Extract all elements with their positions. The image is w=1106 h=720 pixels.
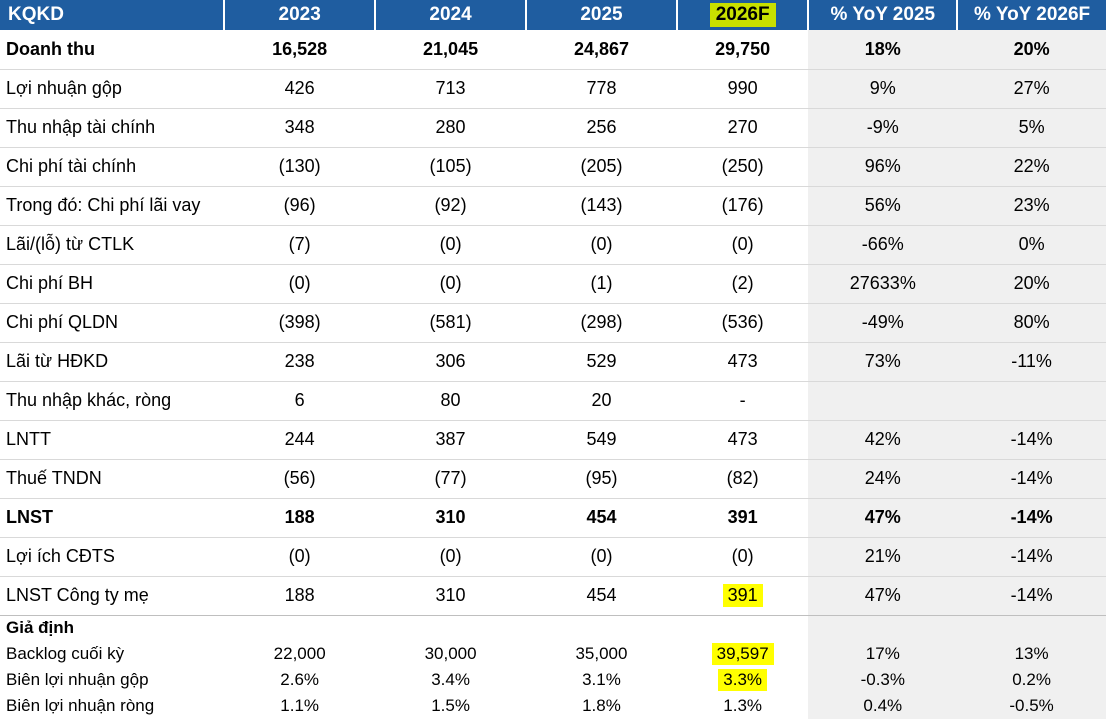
highlighted-value: 39,597 <box>712 643 774 665</box>
cell-2023: 16,528 <box>224 30 375 69</box>
row-label: Lãi/(lỗ) từ CTLK <box>0 225 224 264</box>
cell-yoy-2025: 18% <box>808 30 957 69</box>
table-row <box>0 576 1106 615</box>
cell-2024: (105) <box>375 147 526 186</box>
cell-2023: 188 <box>224 498 375 537</box>
cell-2025: (95) <box>526 459 677 498</box>
cell-2026f: 270 <box>677 108 809 147</box>
column-header-2026f-highlight: 2026F <box>710 3 776 27</box>
cell-yoy-2026f: 27% <box>957 69 1106 108</box>
cell-yoy-2025: 21% <box>808 537 957 576</box>
cell-yoy-2025: 47% <box>808 576 957 615</box>
cell-2025: 3.1% <box>526 667 677 693</box>
cell-2023: 2.6% <box>224 667 375 693</box>
cell-2024: 3.4% <box>375 667 526 693</box>
cell-yoy-2026f <box>957 381 1106 420</box>
spacer-cell-yoy <box>808 615 957 641</box>
cell-2024: 310 <box>375 576 526 615</box>
table-row <box>0 264 1106 303</box>
column-header-2026f <box>677 0 809 30</box>
row-label: Lợi nhuận gộp <box>0 69 224 108</box>
row-label: Doanh thu <box>0 30 224 69</box>
cell-yoy-2025: 73% <box>808 342 957 381</box>
cell-yoy-2026f: -14% <box>957 498 1106 537</box>
cell-yoy-2025: 27633% <box>808 264 957 303</box>
cell-yoy-2025 <box>808 381 957 420</box>
cell-yoy-2025: 24% <box>808 459 957 498</box>
cell-2023: 238 <box>224 342 375 381</box>
cell-yoy-2025: -49% <box>808 303 957 342</box>
column-header-2025: 2025 <box>526 0 677 30</box>
spacer-cell <box>224 615 375 641</box>
cell-2025: 454 <box>526 576 677 615</box>
table-header <box>0 0 1106 30</box>
header-row <box>0 0 1106 30</box>
cell-yoy-2026f: 80% <box>957 303 1106 342</box>
cell-yoy-2025: -9% <box>808 108 957 147</box>
cell-2026f: 1.3% <box>677 693 809 719</box>
table-row <box>0 225 1106 264</box>
table-row <box>0 381 1106 420</box>
cell-2025: 454 <box>526 498 677 537</box>
cell-2025: 778 <box>526 69 677 108</box>
row-label: Thu nhập khác, ròng <box>0 381 224 420</box>
row-label: LNTT <box>0 420 224 459</box>
cell-2026f: (250) <box>677 147 809 186</box>
cell-2025: 549 <box>526 420 677 459</box>
cell-yoy-2025: 47% <box>808 498 957 537</box>
row-label: Trong đó: Chi phí lãi vay <box>0 186 224 225</box>
cell-2024: (581) <box>375 303 526 342</box>
row-label: Thuế TNDN <box>0 459 224 498</box>
cell-2024: 713 <box>375 69 526 108</box>
spacer-cell <box>375 615 526 641</box>
column-header-kqkd: KQKD <box>0 0 224 30</box>
cell-2026f: (82) <box>677 459 809 498</box>
cell-2026f: 990 <box>677 69 809 108</box>
cell-yoy-2026f: -14% <box>957 537 1106 576</box>
cell-2024: 280 <box>375 108 526 147</box>
table-row <box>0 69 1106 108</box>
cell-2024: 306 <box>375 342 526 381</box>
cell-2023: 6 <box>224 381 375 420</box>
cell-yoy-2026f: -14% <box>957 459 1106 498</box>
row-label: Lợi ích CĐTS <box>0 537 224 576</box>
spacer-cell <box>677 615 809 641</box>
cell-2023: (130) <box>224 147 375 186</box>
cell-2025: 24,867 <box>526 30 677 69</box>
assumptions-title: Giả định <box>0 615 224 641</box>
cell-yoy-2025: 0.4% <box>808 693 957 719</box>
cell-2026f: (536) <box>677 303 809 342</box>
cell-2025: (1) <box>526 264 677 303</box>
cell-2023: 244 <box>224 420 375 459</box>
row-label: LNST Công ty mẹ <box>0 576 224 615</box>
cell-2024: 1.5% <box>375 693 526 719</box>
row-label: Chi phí QLDN <box>0 303 224 342</box>
cell-2026f: (0) <box>677 225 809 264</box>
cell-yoy-2025: 42% <box>808 420 957 459</box>
cell-2026f: (2) <box>677 264 809 303</box>
cell-yoy-2025: 17% <box>808 641 957 667</box>
cell-2026f <box>677 576 809 615</box>
cell-2023: (0) <box>224 264 375 303</box>
cell-2026f: (176) <box>677 186 809 225</box>
cell-2025: (0) <box>526 225 677 264</box>
table-row <box>0 420 1106 459</box>
cell-yoy-2026f: -14% <box>957 576 1106 615</box>
cell-2023: (0) <box>224 537 375 576</box>
table-row <box>0 498 1106 537</box>
table-row <box>0 108 1106 147</box>
cell-2026f: 29,750 <box>677 30 809 69</box>
highlighted-value: 3.3% <box>718 669 767 691</box>
column-header-2023: 2023 <box>224 0 375 30</box>
cell-2025: (205) <box>526 147 677 186</box>
cell-yoy-2026f: 0% <box>957 225 1106 264</box>
cell-yoy-2025: 9% <box>808 69 957 108</box>
table-row <box>0 147 1106 186</box>
row-label: Chi phí BH <box>0 264 224 303</box>
cell-2025: (143) <box>526 186 677 225</box>
row-label: Lãi từ HĐKD <box>0 342 224 381</box>
cell-2023: 188 <box>224 576 375 615</box>
cell-2023: 426 <box>224 69 375 108</box>
cell-yoy-2026f: -11% <box>957 342 1106 381</box>
cell-2026f: 473 <box>677 420 809 459</box>
table-row <box>0 459 1106 498</box>
table-body <box>0 30 1106 719</box>
cell-2025: (298) <box>526 303 677 342</box>
row-label: Biên lợi nhuận gộp <box>0 667 224 693</box>
table-row <box>0 30 1106 69</box>
spacer-cell <box>526 615 677 641</box>
cell-yoy-2025: -0.3% <box>808 667 957 693</box>
table-row <box>0 537 1106 576</box>
column-header-2024: 2024 <box>375 0 526 30</box>
cell-2026f: - <box>677 381 809 420</box>
cell-yoy-2026f: 22% <box>957 147 1106 186</box>
highlighted-value: 391 <box>723 584 763 607</box>
cell-2025: (0) <box>526 537 677 576</box>
cell-2024: 21,045 <box>375 30 526 69</box>
row-label: LNST <box>0 498 224 537</box>
cell-yoy-2026f: 0.2% <box>957 667 1106 693</box>
cell-2023: (56) <box>224 459 375 498</box>
cell-2023: 348 <box>224 108 375 147</box>
assumption-row <box>0 667 1106 693</box>
row-label: Thu nhập tài chính <box>0 108 224 147</box>
cell-2025: 1.8% <box>526 693 677 719</box>
cell-yoy-2025: -66% <box>808 225 957 264</box>
cell-yoy-2025: 56% <box>808 186 957 225</box>
cell-2025: 35,000 <box>526 641 677 667</box>
cell-2023: 22,000 <box>224 641 375 667</box>
cell-yoy-2026f: -0.5% <box>957 693 1106 719</box>
table-row <box>0 186 1106 225</box>
assumption-row <box>0 693 1106 719</box>
cell-yoy-2026f: 20% <box>957 30 1106 69</box>
cell-yoy-2026f: -14% <box>957 420 1106 459</box>
cell-2025: 20 <box>526 381 677 420</box>
cell-yoy-2026f: 23% <box>957 186 1106 225</box>
cell-2023: (96) <box>224 186 375 225</box>
row-label: Biên lợi nhuận ròng <box>0 693 224 719</box>
cell-2024: (0) <box>375 537 526 576</box>
column-header-yoy-2026f: % YoY 2026F <box>957 0 1106 30</box>
cell-2026f: 391 <box>677 498 809 537</box>
column-header-yoy-2025: % YoY 2025 <box>808 0 957 30</box>
cell-2024: 30,000 <box>375 641 526 667</box>
cell-2024: 80 <box>375 381 526 420</box>
cell-2024: (77) <box>375 459 526 498</box>
cell-2024: (0) <box>375 225 526 264</box>
table-row <box>0 303 1106 342</box>
spacer-cell-yoy <box>957 615 1106 641</box>
row-label: Chi phí tài chính <box>0 147 224 186</box>
cell-yoy-2026f: 5% <box>957 108 1106 147</box>
cell-yoy-2026f: 13% <box>957 641 1106 667</box>
cell-2024: (0) <box>375 264 526 303</box>
cell-2026f <box>677 667 809 693</box>
assumption-row <box>0 641 1106 667</box>
cell-2026f: (0) <box>677 537 809 576</box>
row-label: Backlog cuối kỳ <box>0 641 224 667</box>
cell-2023: 1.1% <box>224 693 375 719</box>
cell-2023: (7) <box>224 225 375 264</box>
cell-yoy-2026f: 20% <box>957 264 1106 303</box>
cell-2025: 256 <box>526 108 677 147</box>
cell-2026f: 473 <box>677 342 809 381</box>
cell-2024: 310 <box>375 498 526 537</box>
cell-2026f <box>677 641 809 667</box>
table-row <box>0 342 1106 381</box>
cell-2024: (92) <box>375 186 526 225</box>
cell-2023: (398) <box>224 303 375 342</box>
cell-yoy-2025: 96% <box>808 147 957 186</box>
cell-2024: 387 <box>375 420 526 459</box>
cell-2025: 529 <box>526 342 677 381</box>
assumptions-title-row <box>0 615 1106 641</box>
